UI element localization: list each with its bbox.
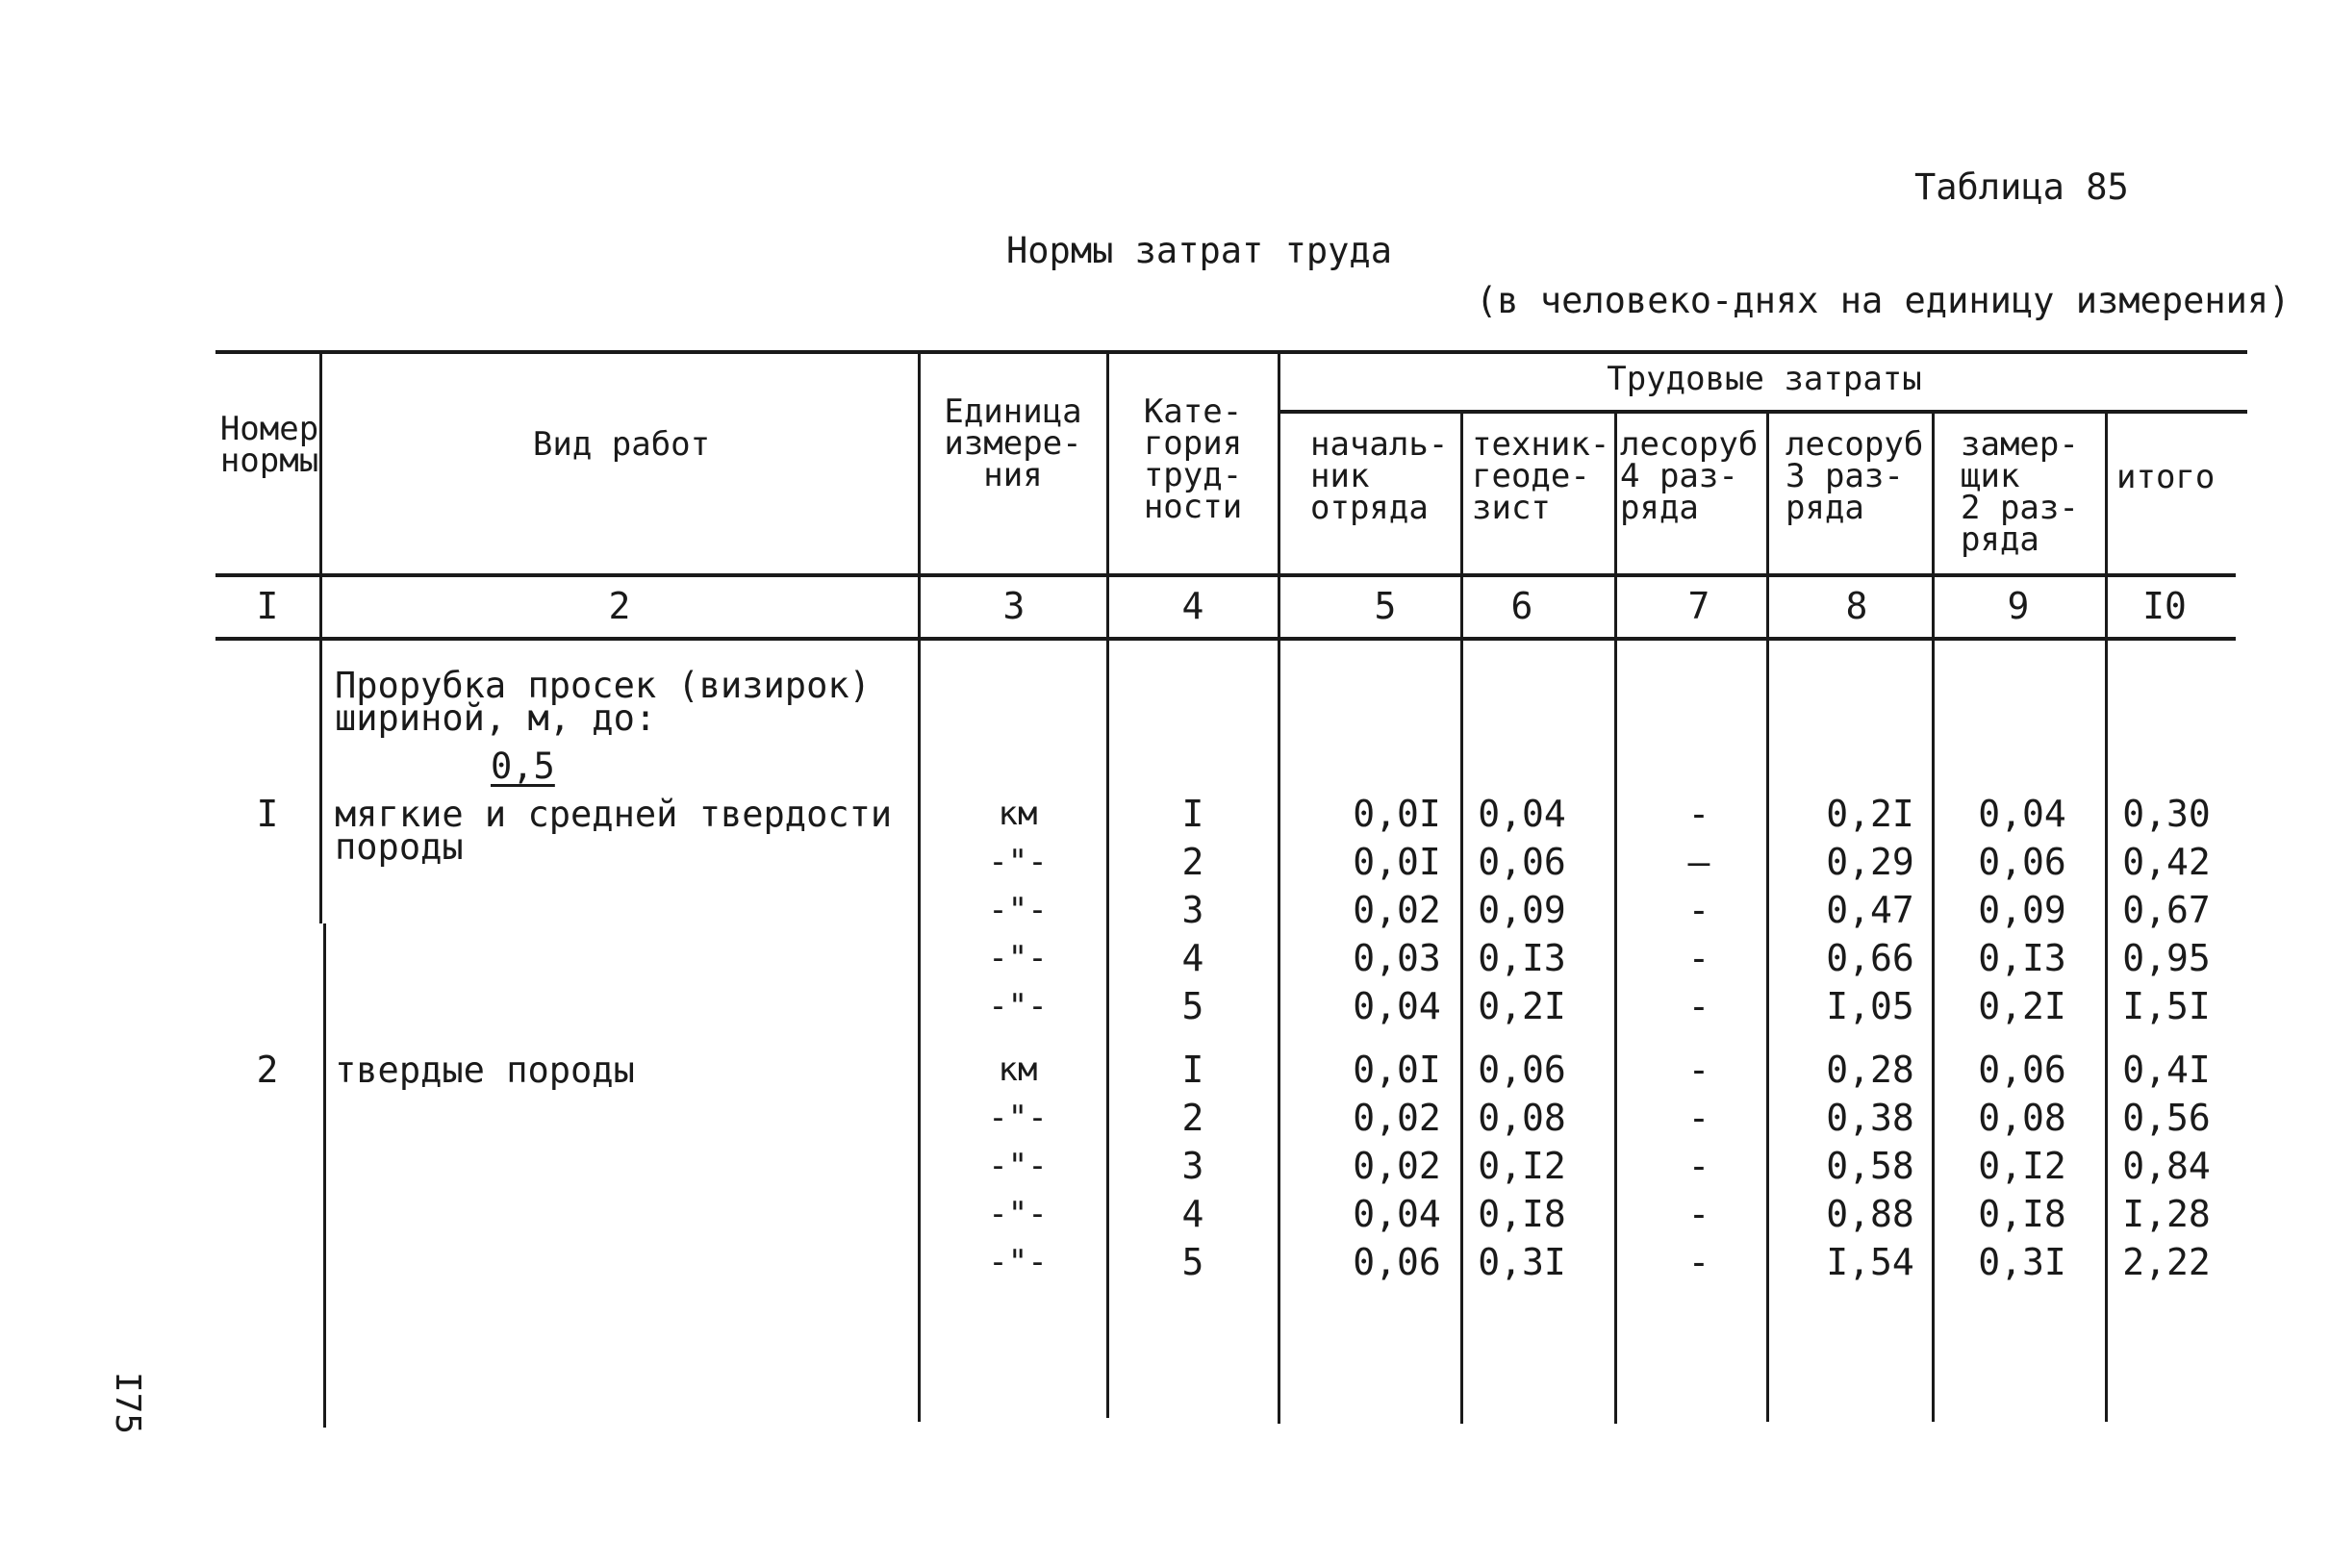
column-number-6: 6 <box>1510 585 1533 627</box>
cell-unit: -"- <box>988 843 1048 881</box>
cell-unit: -"- <box>988 1243 1048 1281</box>
cell-c5: 0,02 <box>1353 889 1441 931</box>
column-number-8: 8 <box>1845 585 1868 627</box>
cell-c9: 0,2I <box>1978 985 2066 1027</box>
header-col6: техник- геоде- зист <box>1472 425 1610 527</box>
cell-unit: км <box>998 1050 1038 1089</box>
section-title-line2: шириной, м, до: <box>335 697 657 739</box>
table-top-rule <box>215 350 2247 354</box>
cell-unit: -"- <box>988 1147 1048 1185</box>
column-number-9: 9 <box>2007 585 2030 627</box>
cell-c10: 0,56 <box>2122 1097 2211 1139</box>
cell-c5: 0,02 <box>1353 1097 1441 1139</box>
cell-c9: 0,I3 <box>1978 937 2066 979</box>
cell-c8: 0,2I <box>1826 793 1914 835</box>
cell-c5: 0,0I <box>1353 841 1441 883</box>
cell-c9: 0,04 <box>1978 793 2066 835</box>
cell-c9: 0,06 <box>1978 841 2066 883</box>
cell-c8: I,54 <box>1826 1241 1914 1283</box>
cell-c5: 0,03 <box>1353 937 1441 979</box>
cell-cat: 2 <box>1181 1097 1204 1139</box>
cell-c10: 0,4I <box>2122 1049 2211 1091</box>
cell-c10: 0,42 <box>2122 841 2211 883</box>
cell-cat: 3 <box>1181 889 1204 931</box>
cell-cat: 4 <box>1181 937 1204 979</box>
col-divider-6 <box>1614 412 1617 1424</box>
width-value: 0,5 <box>491 746 555 787</box>
cell-c10: I,5I <box>2122 985 2211 1027</box>
cell-cat: I <box>1181 793 1204 835</box>
header-col5: началь- ник отряда <box>1310 425 1449 527</box>
cell-c7: - <box>1687 1097 1710 1139</box>
cell-c6: 0,I8 <box>1478 1193 1566 1235</box>
col-divider-1b <box>323 923 326 1428</box>
column-number-3: 3 <box>1002 585 1026 627</box>
cell-c7: - <box>1687 937 1710 979</box>
table-title: Нормы затрат труда <box>1006 230 1392 271</box>
header-norm-number: Номер нормы <box>219 410 319 480</box>
cell-unit: -"- <box>988 891 1048 929</box>
cell-c5: 0,0I <box>1353 793 1441 835</box>
cell-cat: 3 <box>1181 1145 1204 1187</box>
work-description-1: мягкие и средней твердости <box>335 794 893 835</box>
cell-c9: 0,08 <box>1978 1097 2066 1139</box>
cell-c10: 0,84 <box>2122 1145 2211 1187</box>
cell-c7: - <box>1687 985 1710 1027</box>
cell-c10: I,28 <box>2122 1193 2211 1235</box>
cell-cat: 5 <box>1181 985 1204 1027</box>
cell-c5: 0,06 <box>1353 1241 1441 1283</box>
cell-c8: 0,28 <box>1826 1049 1914 1091</box>
cell-c8: I,05 <box>1826 985 1914 1027</box>
column-number-10: I0 <box>2142 585 2187 627</box>
column-number-5: 5 <box>1374 585 1397 627</box>
work-description-2: породы <box>335 826 464 868</box>
cell-c10: 2,22 <box>2122 1241 2211 1283</box>
cell-cat: 4 <box>1181 1193 1204 1235</box>
cell-c9: 0,09 <box>1978 889 2066 931</box>
table-subtitle: (в человеко-днях на единицу измерения) <box>1476 280 2291 321</box>
cell-c8: 0,47 <box>1826 889 1914 931</box>
cell-c6: 0,I3 <box>1478 937 1566 979</box>
page-number: I75 <box>108 1371 148 1435</box>
cell-c7: - <box>1687 1241 1710 1283</box>
cell-c10: 0,95 <box>2122 937 2211 979</box>
cell-c9: 0,I8 <box>1978 1193 2066 1235</box>
header-col7: лесоруб 4 раз- ряда <box>1620 425 1759 527</box>
cell-c8: 0,29 <box>1826 841 1914 883</box>
cell-c7: - <box>1687 1049 1710 1091</box>
cell-c7: — <box>1687 841 1710 883</box>
cell-c8: 0,66 <box>1826 937 1914 979</box>
cell-c7: - <box>1687 889 1710 931</box>
cell-c7: - <box>1687 793 1710 835</box>
work-description-1: твердые породы <box>335 1050 635 1091</box>
cell-c8: 0,88 <box>1826 1193 1914 1235</box>
cell-unit: -"- <box>988 1099 1048 1137</box>
cell-c9: 0,3I <box>1978 1241 2066 1283</box>
header-work-type: Вид работ <box>532 425 711 464</box>
table-label: Таблица 85 <box>1914 166 2129 208</box>
cell-cat: I <box>1181 1049 1204 1091</box>
column-number-7: 7 <box>1687 585 1710 627</box>
cell-c6: 0,3I <box>1478 1241 1566 1283</box>
cell-c6: 0,04 <box>1478 793 1566 835</box>
cell-cat: 2 <box>1181 841 1204 883</box>
norm-number: 2 <box>256 1049 279 1091</box>
column-number-2: 2 <box>608 585 631 627</box>
cell-c8: 0,38 <box>1826 1097 1914 1139</box>
cell-unit: км <box>998 795 1038 833</box>
cell-c5: 0,02 <box>1353 1145 1441 1187</box>
cell-c8: 0,58 <box>1826 1145 1914 1187</box>
header-col9: замер- щик 2 раз- ряда <box>1961 425 2079 559</box>
cell-unit: -"- <box>988 1195 1048 1233</box>
header-col10: итого <box>2116 458 2216 496</box>
norm-number: I <box>256 793 279 835</box>
col-divider-3 <box>1106 350 1109 1418</box>
cell-c10: 0,30 <box>2122 793 2211 835</box>
cell-c7: - <box>1687 1145 1710 1187</box>
col-divider-4 <box>1278 350 1280 1424</box>
header-labor-group: Трудовые затраты <box>1607 360 1922 398</box>
cell-c5: 0,0I <box>1353 1049 1441 1091</box>
col-divider-2 <box>918 350 921 1422</box>
cell-unit: -"- <box>988 987 1048 1025</box>
cell-c6: 0,I2 <box>1478 1145 1566 1187</box>
cell-c5: 0,04 <box>1353 1193 1441 1235</box>
header-col8: лесоруб 3 раз- ряда <box>1785 425 1924 527</box>
cell-c6: 0,06 <box>1478 841 1566 883</box>
cell-c6: 0,2I <box>1478 985 1566 1027</box>
header-category: Кате- гория труд- ности <box>1143 392 1243 526</box>
cell-c5: 0,04 <box>1353 985 1441 1027</box>
cell-c9: 0,06 <box>1978 1049 2066 1091</box>
cell-c6: 0,06 <box>1478 1049 1566 1091</box>
cell-c7: - <box>1687 1193 1710 1235</box>
cell-c9: 0,I2 <box>1978 1145 2066 1187</box>
cell-c6: 0,08 <box>1478 1097 1566 1139</box>
cell-c6: 0,09 <box>1478 889 1566 931</box>
group-header-rule <box>1279 410 2247 414</box>
column-number-1: I <box>256 585 279 627</box>
section-title-line1: Прорубка просек (визирок) <box>335 665 871 706</box>
column-number-4: 4 <box>1181 585 1204 627</box>
cell-unit: -"- <box>988 939 1048 977</box>
header-unit: Единица измере- ния <box>944 392 1082 494</box>
cell-c10: 0,67 <box>2122 889 2211 931</box>
cell-cat: 5 <box>1181 1241 1204 1283</box>
